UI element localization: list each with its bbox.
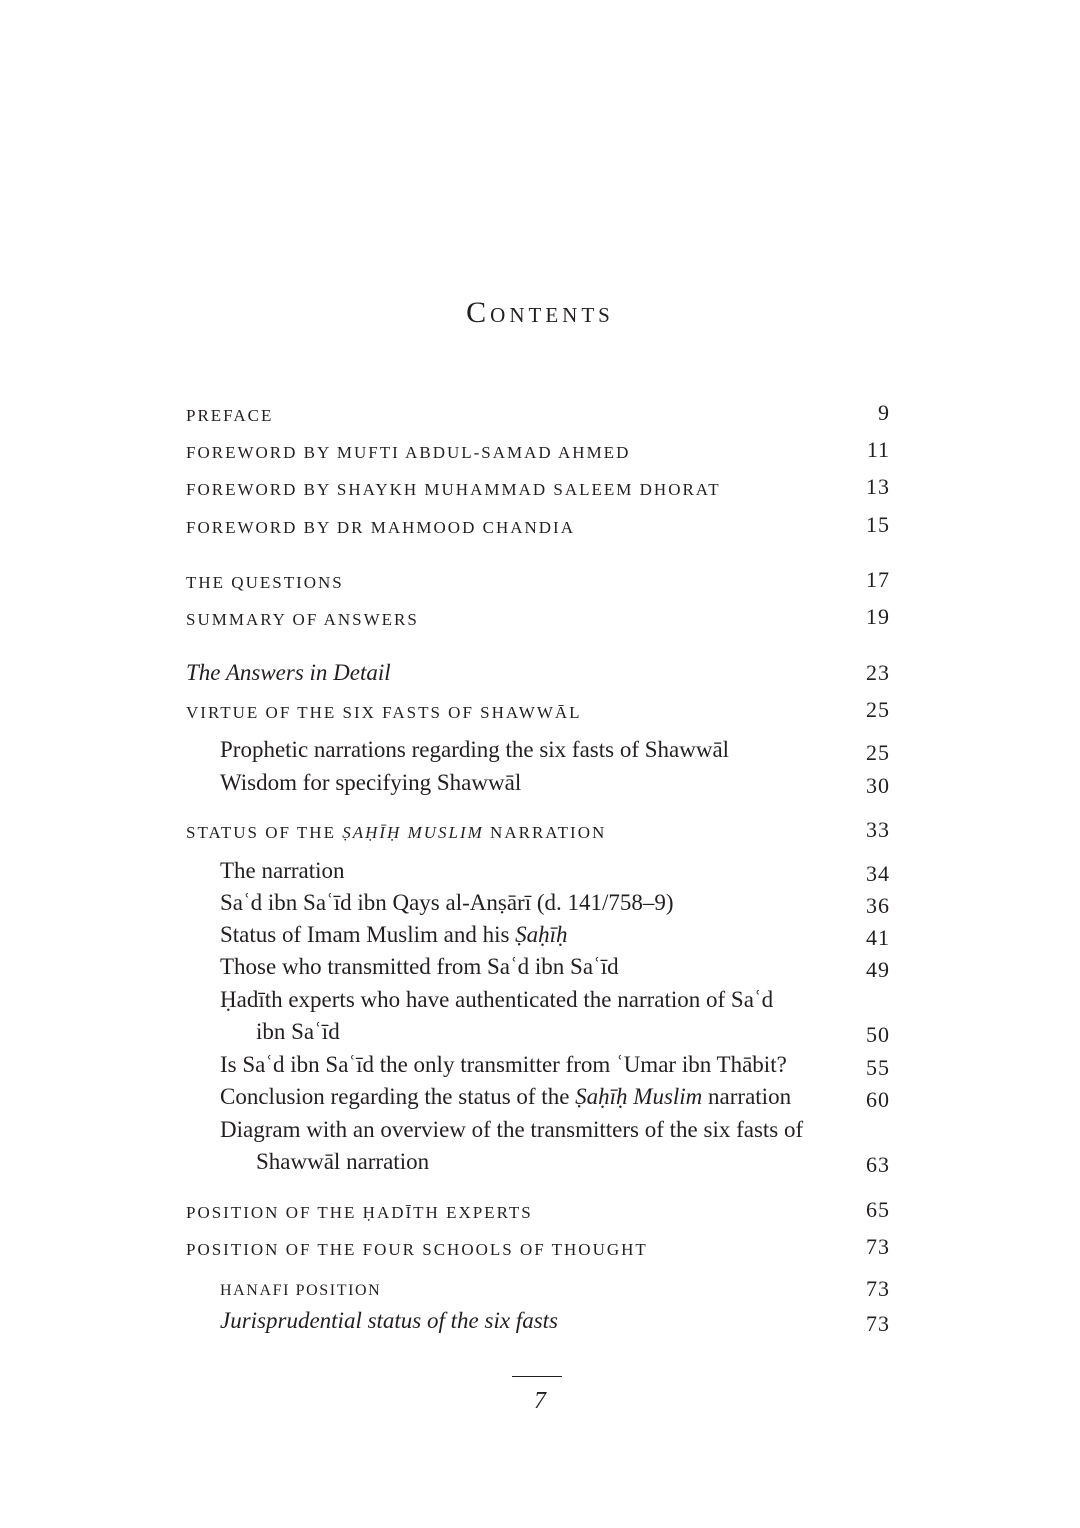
toc-entry-the-narration[interactable]: The narration 34 bbox=[220, 858, 890, 886]
toc-entry-foreword-dhorat[interactable]: FOREWORD BY SHAYKH MUHAMMAD SALEEM DHORAT 13 bbox=[186, 474, 890, 499]
toc-entry-status-imam-muslim[interactable]: Status of Imam Muslim and his Ṣaḥīḥ 41 bbox=[220, 922, 890, 950]
toc-entry-prophetic-narrations[interactable]: Prophetic narrations regarding the six fasts of Shawwāl 25 bbox=[220, 737, 890, 765]
toc-entry-foreword-chandia[interactable]: FOREWORD BY DR MAHMOOD CHANDIA 15 bbox=[186, 512, 890, 537]
toc-entry-jurisprudential-status[interactable]: Jurisprudential status of the six fasts 73 bbox=[220, 1308, 890, 1336]
toc-entry-sad-ibn-said[interactable]: Saʿd ibn Saʿīd ibn Qays al-Anṣārī (d. 141/758–9) 36 bbox=[220, 890, 890, 918]
toc-entry-questions[interactable]: THE QUESTIONS 17 bbox=[186, 567, 890, 592]
toc-entry-four-schools[interactable]: POSITION OF THE FOUR SCHOOLS OF THOUGHT 73 bbox=[186, 1234, 890, 1259]
toc-entry-hanafi-position[interactable]: HANAFI POSITION 73 bbox=[220, 1276, 890, 1301]
toc-entry-conclusion[interactable]: Conclusion regarding the status of the Ṣaḥīḥ Muslim narration 60 bbox=[220, 1084, 890, 1112]
toc-entry-preface[interactable]: PREFACE 9 bbox=[186, 400, 890, 425]
toc-entry-answers-in-detail[interactable]: The Answers in Detail 23 bbox=[186, 660, 890, 685]
toc-entry-diagram[interactable]: Diagram with an overview of the transmitters of the six fasts of Shawwāl narration 63 bbox=[220, 1117, 890, 1177]
toc-entry-position-hadith-experts[interactable]: POSITION OF THE ḤADĪTH EXPERTS 65 bbox=[186, 1197, 890, 1222]
toc-entry-foreword-ahmed[interactable]: FOREWORD BY MUFTI ABDUL-SAMAD AHMED 11 bbox=[186, 437, 890, 462]
footer-rule bbox=[512, 1376, 562, 1377]
toc-entry-hadith-experts-authenticated[interactable]: Ḥadīth experts who have authenticated the narration of Saʿd ibn Saʿīd 50 bbox=[220, 987, 890, 1047]
toc-entry-transmitters[interactable]: Those who transmitted from Saʿd ibn Saʿīd 49 bbox=[220, 954, 890, 982]
toc-entry-only-transmitter[interactable]: Is Saʿd ibn Saʿīd the only transmitter from ʿUmar ibn Thābit? 55 bbox=[220, 1052, 890, 1080]
toc-entry-virtue[interactable]: VIRTUE OF THE SIX FASTS OF SHAWWĀL 25 bbox=[186, 697, 890, 722]
toc-entry-summary[interactable]: SUMMARY OF ANSWERS 19 bbox=[186, 604, 890, 629]
contents-title: Contents bbox=[466, 296, 614, 329]
toc-entry-wisdom[interactable]: Wisdom for specifying Shawwāl 30 bbox=[220, 770, 890, 798]
toc-entry-status-sahih-muslim[interactable]: STATUS OF THE ṢAḤĪḤ MUSLIM NARRATION 33 bbox=[186, 817, 890, 842]
page-number: 7 bbox=[534, 1388, 546, 1414]
